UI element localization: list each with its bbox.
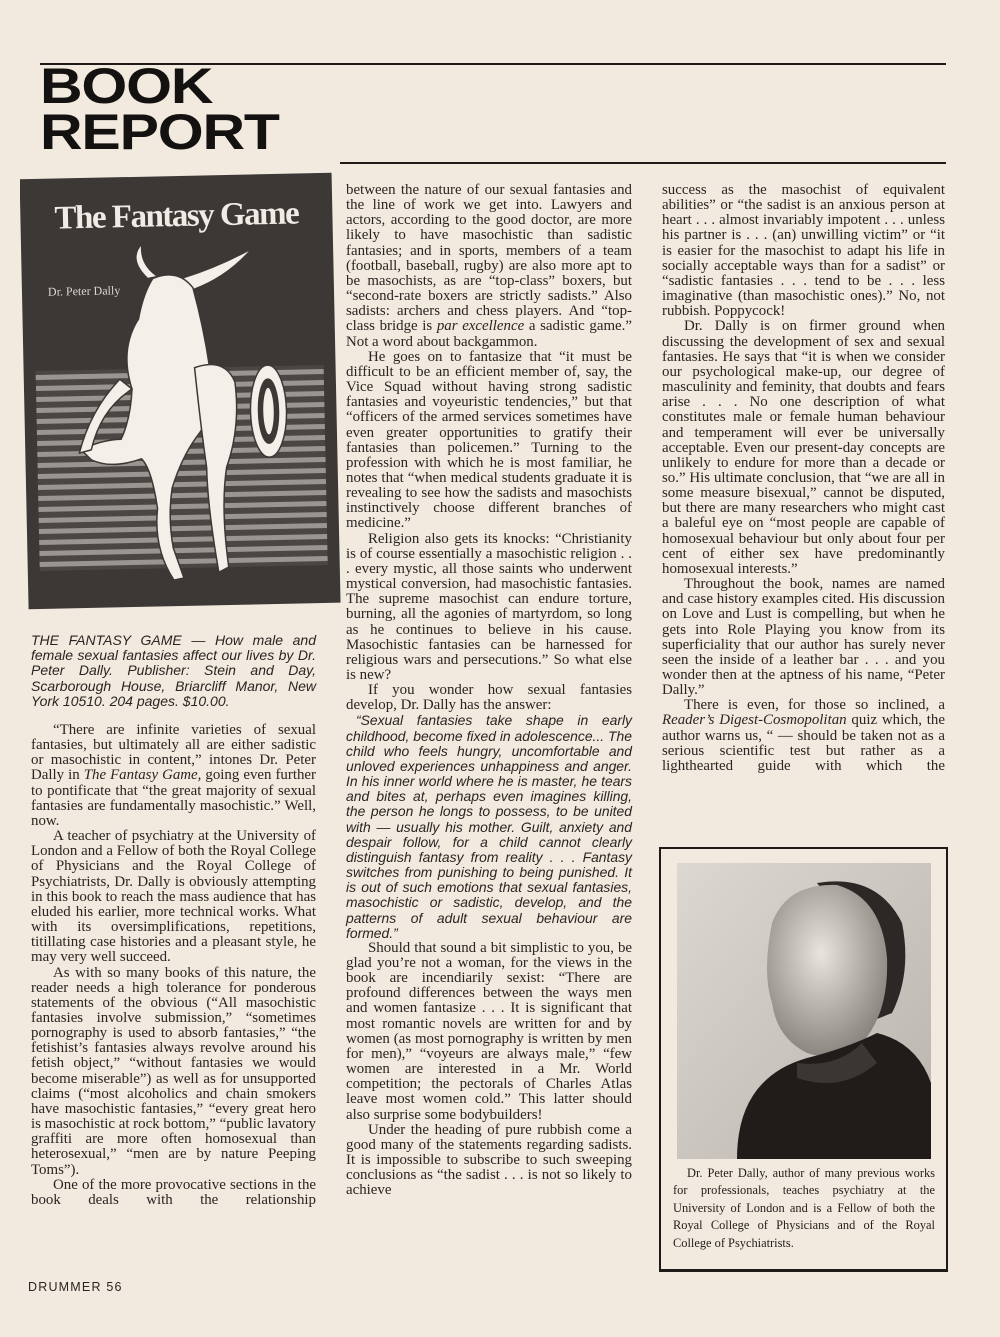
column-1: [31, 633, 316, 1208]
paragraph-text: between the nature of our sexual fantasies and the line of work we get into. Lawyers and actors, according to the good doctor, are more likely to have masochistic than sadistic fantasies; and in sports, members of a team (football, baseball, rugby) are also more apt to be masochists, as are “top-class” boxers, but “second-rate boxers are strictly sadists.” Also sadists: archers and chess players. And “top-class bridge is: [346, 182, 632, 335]
author-portrait: [677, 863, 931, 1159]
article-paragraph: [346, 350, 632, 532]
column-3: [662, 183, 945, 774]
article-paragraph: [346, 532, 632, 684]
italic-text: The Fantasy Game,: [83, 767, 202, 784]
paragraph-text: A teacher of psychiatry at the University of London and a Fellow of both the Royal College of Physicians and the Royal College of Psychiatrists, Dr. Dally is obviously attempting in this book to reach the mass audience that has eluded his earlier, more technical works. What with its oversimplifications, repetitions, titillating case histories and a pleasant style, he may very well succeed.: [31, 828, 316, 966]
paragraph-text: Dr. Dally is on firmer ground when discussing the development of sex and sexual fantasies. He says that “it is when we consider our psychological make-up, our degree of masculinity and feminity, that doubts and fears arise . . . No one description of what constitutes male or female human behaviour and temperament will ever be universally acceptable. Even our present-day concepts are unlikely to endure for more than a decade or so.” His ultimate conclusion, that “we are all in some measure bisexual,” cannot be disputed, but there are many researchers who might cast a baleful eye on “most people are capable of homosexual behaviour but only about four per cent of either sex have predominantly homosexual interests.”: [662, 318, 945, 577]
paragraph-text: “Sexual fantasies take shape in early childhood, become fixed in adolescence... The child who feels hungry, uncomfortable and unloved experiences unhappiness and anger. In his inner world where he is master, he tears and bites at, perhaps even imagines killing, the person he longs to possess, to be united with — usually his mother. Guilt, anxiety and despair follow, for a child cannot clearly distinguish fantasy from reality . . . Fantasy switches from punishing to being punished. It is out of such emotions that sexual fantasies, masochistic or sadistic, develop, and the patterns of adult sexual behaviour are formed.”: [346, 712, 632, 941]
author-photo: [677, 863, 931, 1159]
article-paragraph: [662, 698, 945, 774]
paragraph-text: If you wonder how sexual fantasies develop, Dr. Dally has the answer:: [346, 682, 632, 714]
heading-line-2: REPORT: [40, 104, 279, 160]
paragraph-text: success as the masochist of equivalent abilities” or “the sadist is an anxious person at heart . . . almost invariably impotent . . . unless his partner is . . . (an) unwilling victim” or “it is easier for the masochist to adapt his life in socially acceptable ways than for a sadist” or “sadistic fantasies . . . tend to be . . . less imaginative (than masochistic ones).” No, not rubbish. Poppycock!: [662, 182, 945, 320]
article-paragraph: [346, 941, 632, 1123]
italic-text: Reader’s Digest-Cosmopolitan: [662, 712, 847, 729]
italic-text: par excellence: [436, 318, 525, 335]
paragraph-text: Should that sound a bit simplistic to you, be glad you’re not a woman, for the views in the book are incendiarily sexist: “There are profound differences between the ways men and women fantasize . . . It is significant that most romantic novels are written for and by women (as most pornography is written by men for men),” “voyeurs are always male,” “few women are interested in a Mr. World competition; the pectorals of Charles Atlas leave most women cold.” This latter should also surprise some bodybuilders!: [346, 939, 632, 1123]
article-paragraph: [346, 1123, 632, 1199]
paragraph-text: quiz which, the author warns us, “ — should be taken not as a serious scientific test but rather as a lighthearted guide with which the: [662, 712, 945, 774]
article-paragraph: [346, 183, 632, 350]
paragraph-text: “There are infinite varieties of sexual fantasies, but ultimately all are either sadistic or masochistic in content,” intones Dr. Peter Dally in: [31, 722, 316, 784]
article-paragraph: [662, 577, 945, 698]
heading-line-1: BOOK: [40, 58, 213, 114]
section-heading: [40, 58, 279, 160]
article-paragraph: [31, 1178, 316, 1208]
cover-author: Dr. Peter Dally: [47, 283, 121, 299]
paragraph-text: Religion also gets its knocks: “Christianity is of course essentially a masochistic religion . . . every mystic, all those saints who underwent mystical conversion, had masochistic fantasies. The supreme masochist can endure torture, burning, all the agonies of martyrdom, so long as he continues to believe in his cause. Masochistic fantasies can be harnessed for religious wars and persecutions.” So what else is new?: [346, 530, 632, 683]
paragraph-text: As with so many books of this nature, the reader needs a high tolerance for ponderous statements of the obvious (“All masochistic fantasies involve submission,” “sometimes pornography is used to absorb fantasies,” “the fetishist’s fantasies always revolve around his fetish object,” “without fantasies we would become miserable”) as well as for unsupported claims (“most alcoholics and chain smokers have masochistic fantasies,” “every great hero is masochistic at rock bottom,” “public lavatory graffiti are more often homosexual than heterosexual,” “men are by nature Peeping Toms”).: [31, 964, 316, 1178]
paragraph-text: There is even, for those so inclined, a: [684, 697, 945, 714]
paragraph-text: Under the heading of pure rubbish come a good many of the statements regarding sadists. It is impossible to subscribe to such sweeping conclusions as “the sadist . . . is not so likely to achieve: [346, 1121, 632, 1199]
paragraph-text: Throughout the book, names are named and case history examples cited. His discussion on Love and Lust is compelling, but when he gets into Role Playing you know from its superficiality that our author has surely never seen the inside of a leather bar . . . and you wonder then at the aptness of his name, “Peter Dally.”: [662, 576, 945, 699]
author-photo-box: [659, 847, 948, 1272]
article-paragraph: [662, 319, 945, 577]
paragraph-text: One of the more provocative sections in the book deals with the relationship: [31, 1176, 316, 1208]
paragraph-text: a sadistic game.” Not a word about backgammon.: [346, 318, 632, 350]
article-paragraph: [662, 183, 945, 319]
photo-caption: Dr. Peter Dally, author of many previous works for professionals, teaches psychiatry at the University of London and is a Fellow of both the Royal College of Physicians and of the Royal College of Psychiatrists.: [673, 1166, 935, 1250]
book-info-caption: THE FANTASY GAME — How male and female sexual fantasies affect our lives by Dr. Peter Dally. Publisher: Stein and Day, Scarborough House, Briarcliff Manor, New York 10510. 204 pages. $10.00.: [31, 632, 316, 709]
article-paragraph: [31, 966, 316, 1178]
article-paragraph: [346, 683, 632, 713]
column-2: [346, 183, 632, 1198]
heading-rule: [340, 162, 946, 164]
book-cover-image: [20, 168, 345, 613]
page-footer: DRUMMER 56: [28, 1280, 123, 1294]
article-paragraph: [346, 713, 632, 940]
cover-title: The Fantasy Game: [54, 195, 299, 237]
article-paragraph: [31, 829, 316, 965]
article-paragraph: [31, 723, 316, 829]
paragraph-text: He goes on to fantasize that “it must be difficult to be an efficient member of, say, the Vice Squad without having strong sadistic fantasies and voyeuristic tendencies,” but that “officers of the armed services sometimes have even greater opportunities to gratify their fantasies than policemen.” Turning to the profession with which he is most familiar, he notes that “when medical students graduate it is revealing to see how the sadists and masochists instinctively choose different branches of medicine.”: [346, 348, 632, 532]
paragraph-text: going even further to pontificate that “the great majority of sexual fantasies are fundamentally masochistic.” Well, now.: [31, 767, 316, 829]
